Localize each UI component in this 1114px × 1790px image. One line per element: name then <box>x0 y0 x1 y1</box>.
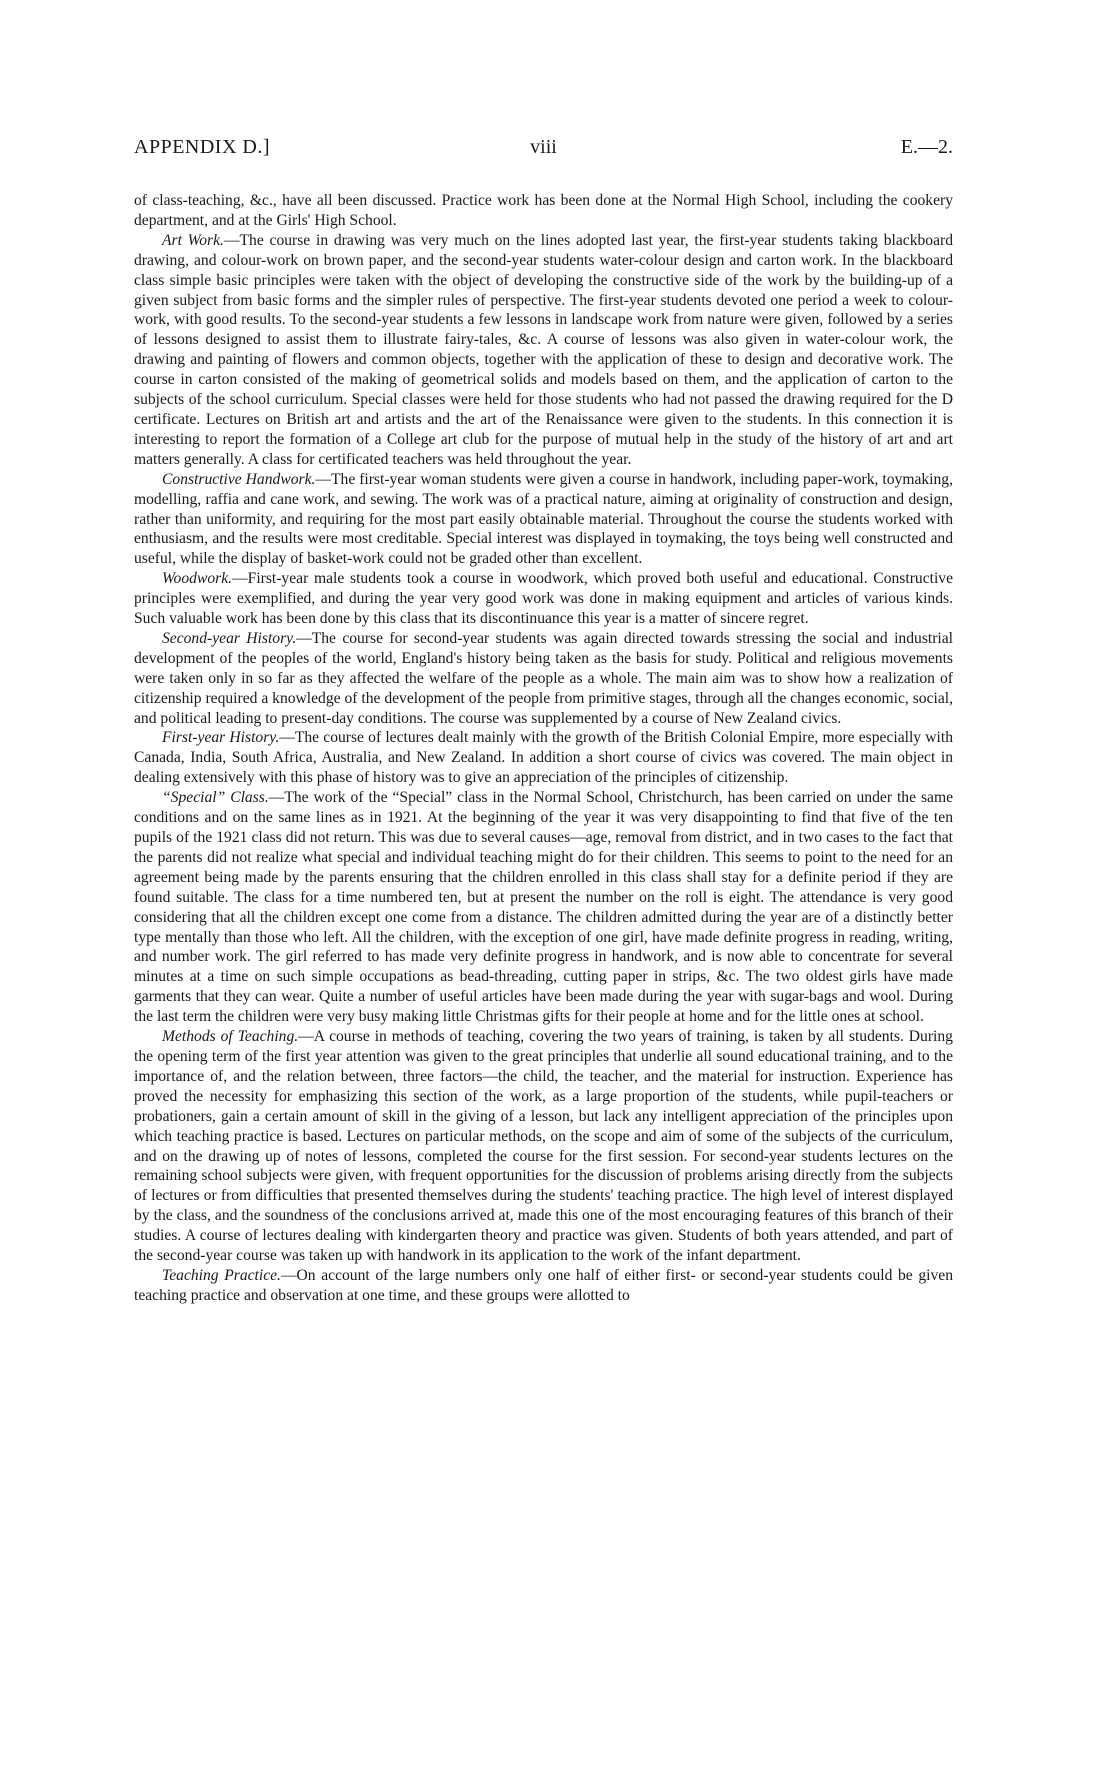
paragraph-text: —On account of the large numbers only one half of either first- or second-year students could be given teaching practice and observation at one time, and these groups were allotted to <box>134 1266 953 1304</box>
header-appendix-label: APPENDIX D.] <box>134 136 270 158</box>
header-document-code: E.—2. <box>900 136 953 158</box>
page-header <box>134 136 953 170</box>
paragraph-second-year-history <box>134 629 953 729</box>
paragraph-teaching-practice <box>134 1266 953 1306</box>
paragraph-text: —The course for second-year students was again directed towards stressing the social and industrial development of the peoples of the world, England's history being taken as the basis for study. Political and religious movements were taken only in so far as they affected the welfare of the people as a whole. The main aim was to show how a realization of citizenship required a knowledge of the development of the people from primitive stages, through all the changes economic, social, and political leading to present-day conditions. The course was supplemented by a course of New Zealand civics. <box>134 629 953 727</box>
paragraph-heading: Woodwork. <box>162 570 233 588</box>
paragraph-text: —First-year male students took a course in woodwork, which proved both useful and educational. Constructive principles were exemplified, and during the year very good work was done in making equipment and articles of various kinds. Such valuable work has been done by this class that its discontinuance this year is a matter of sincere regret. <box>134 570 953 628</box>
paragraph-text: of class-teaching, &c., have all been discussed. Practice work has been done at the Normal High School, including the cookery department, and at the Girls' High School. <box>134 192 953 229</box>
paragraph-text: —The first-year woman students were given a course in handwork, including paper-work, toymaking, modelling, raffia and cane work, and sewing. The work was of a practical nature, aiming at originality of construction and design, rather than uniformity, and requiring for the most part easily obtainable material. Throughout the course the students worked with enthusiasm, and the results were most creditable. Special interest was displayed in toymaking, the toys being well constructed and useful, while the display of basket-work could not be graded other than excellent. <box>134 470 954 568</box>
paragraph-methods-of-teaching <box>134 1027 953 1266</box>
paragraph-special-class <box>134 788 953 1027</box>
paragraph-first-year-history <box>134 728 953 788</box>
paragraph-text: —The course in drawing was very much on the lines adopted last year, the first-year students taking blackboard drawing, and colour-work on brown paper, and the second-year students water-colour design and carton work. In the blackboard class simple basic principles were taken with the object of developing the constructive side of the work by the building-up of a given subject from basic forms and the simpler rules of perspective. The first-year students devoted one period a week to colour-work, with good results. To the second-year students a few lessons in landscape work from nature were given, followed by a series of lessons designed to assist them to illustrate fairy-tales, &c. A course of lessons was also given in water-colour work, the drawing and painting of flowers and common objects, together with the application of these to design and decorative work. The course in carton consisted of the making of geometrical solids and models based on them, and the application of carton to the subjects of the school curriculum. Special classes were held for those students who had not passed the drawing required for the D certificate. Lectures on British art and artists and the art of the Renaissance were given to the students. In this connection it is interesting to report the formation of a College art club for the purpose of mutual help in the study of the history of art and art matters generally. A class for certificated teachers was held throughout the year. <box>134 231 953 468</box>
paragraph-woodwork <box>134 569 953 629</box>
paragraph-heading: “Special” Class. <box>162 789 269 807</box>
paragraph-heading: Constructive Handwork. <box>162 470 316 488</box>
paragraph-text: —The course of lectures dealt mainly with the growth of the British Colonial Empire, more especially with Canada, India, South Africa, Australia, and New Zealand. In addition a short course of civics was covered. The main object in dealing extensively with this phase of history was to give an appreciation of the principles of citizenship. <box>134 729 954 787</box>
paragraph-heading: Teaching Practice. <box>162 1266 281 1284</box>
paragraph-heading: First-year History. <box>162 729 280 747</box>
paragraph-text: —A course in methods of teaching, covering the two years of training, is taken by all students. During the opening term of the first year attention was given to the great principles that underlie all sound educational training, and to the importance of, and the relation between, three factors—the child, the teacher, and the material for instruction. Experience has proved the necessity for emphasizing this section of the work, as a large proportion of the students, while pupil-teachers or probationers, gain a certain amount of skill in the giving of a lesson, but lack any intelligent appreciation of the principles upon which teaching practice is based. Lectures on particular methods, on the scope and aim of some of the subjects of the curriculum, and on the drawing up of notes of lessons, completed the course for the first session. For second-year students lectures on the remaining school subjects were given, with frequent opportunities for the discussion of problems arising directly from the subjects of lectures or from difficulties that presented themselves during the students' teaching practice. The high level of interest displayed by the class, and the soundness of the conclusions arrived at, made this one of the most encouraging features of this branch of their studies. A course of lectures dealing with kindergarten theory and practice was given. Students of both years attended, and part of the second-year course was taken up with handwork in its application to the work of the infant department. <box>134 1028 953 1265</box>
document-body <box>134 191 953 1306</box>
paragraph-continuation <box>134 191 953 231</box>
paragraph-art-work <box>134 231 953 470</box>
paragraph-heading: Art Work. <box>162 231 224 249</box>
paragraph-heading: Second-year History. <box>162 629 297 647</box>
paragraph-text: —The work of the “Special” class in the Normal School, Christchurch, has been carried on under the same conditions and on the same lines as in 1921. At the beginning of the year it was very disappointing to find that five of the ten pupils of the 1921 class did not return. This was due to several causes—age, removal from district, and in two cases to the fact that the parents did not realize what special and individual teaching might do for their children. This seems to point to the need for an agreement being made by the parents ensuring that the children enrolled in this class shall stay for a definite period if they are found suitable. The class for a time numbered ten, but at present the number on the roll is eight. The attendance is very good considering that all the children except one come from a distance. The children admitted during the year are of a distinctly better type mentally than those who left. All the children, with the exception of one girl, have made definite progress in reading, writing, and number work. The girl referred to has made very definite progress in handwork, and is now able to concentrate for several minutes at a time on such simple occupations as bead-threading, cutting paper in strips, &c. The two oldest girls have made garments that they can wear. Quite a number of useful articles have been made during the year with sugar-bags and wool. During the last term the children were very busy making little Christmas gifts for their people at home and for the little ones at school. <box>134 789 953 1026</box>
header-page-number: viii <box>530 136 557 158</box>
paragraph-heading: Methods of Teaching. <box>162 1028 299 1046</box>
paragraph-constructive-handwork <box>134 470 953 570</box>
